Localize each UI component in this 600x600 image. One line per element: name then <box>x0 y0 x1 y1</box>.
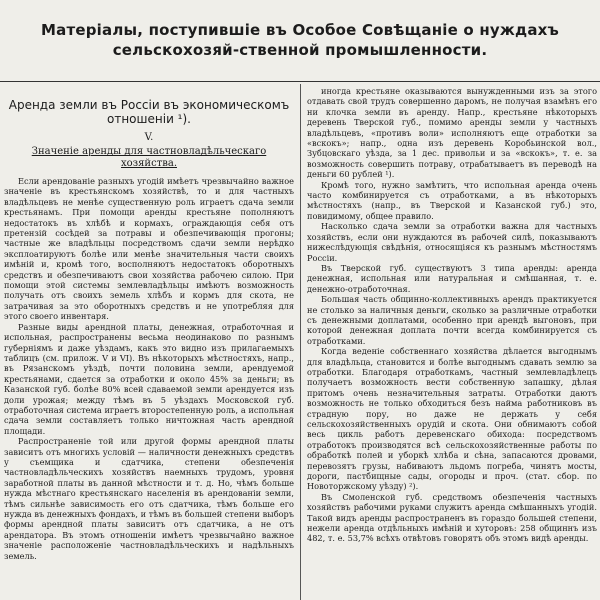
left-paragraph: Распространеніе той или другой формы арендной платы зависитъ отъ многихъ условій — наличности денежныхъ средствъ у съемщика и сдатчика, степени обезпеченія частновладѣльческихъ хозяйствъ наемныхъ трудомъ, уровня заработной платы въ данной мѣстности и т. д. Но, чѣмъ больше нужда мѣстнаго крестьянскаго населенія въ арендованіи земли, тѣмъ сильнѣе зависимость его отъ сдатчика, тѣмъ больше его нужда въ денежныхъ фондахъ, и тѣмъ въ большей степени выборъ формы арендной платы зависитъ отъ сдатчика, а не отъ арендатора. Въ этомъ отношеніи имѣетъ чрезвычайно важное значеніе расположеніе частновладѣльческихъ и надѣльныхъ земель. <box>4 436 294 561</box>
article-title: Аренда земли въ Россіи въ экономическомъ отношеніи ¹). <box>8 98 290 126</box>
right-paragraph: Когда веденіе собственнаго хозяйства дѣлается выгоднымъ для владѣльца, становится и болѣе выгоднымъ сдавать землю за отработки. Благодаря отработкамъ, частный землевладѣлецъ получаетъ возможность вести собственную запашку, дѣлая притомъ очень незначительныя затраты. Отработки даютъ возможность не только обходиться безъ найма работниковъ въ страдную пору, но даже не держать у себя сельскохозяйственныхъ орудій и скота. Они обнимаютъ собой весь цикль работъ деревенскаго обихода: посредствомъ отработокъ производятся всѣ сельскохозяйственные работы по обработкѣ полей и уборкѣ хлѣба и сѣна, запасаются дровами, перевозятъ грузы, набиваютъ льдомъ погреба, чинятъ мосты, дороги, пастбищные сады, огороды и проч. (стат. сбор. по Новоторжскому уѣзду) ²). <box>307 346 597 492</box>
right-paragraph: Въ Смоленской губ. средствомъ обезпеченія частныхъ хозяйствъ рабочими руками служитъ аренда смѣшанныхъ угодій. Такой видъ аренды распространенъ въ гораздо большей степени, нежели аренда отдѣльныхъ имѣній и хуторовъ: 258 общиннъ изъ 482, т. е. 53,7% всѣхъ отвѣтовъ говорятъ объ этомъ видѣ аренды. <box>307 491 597 544</box>
chapter-number: V. <box>144 132 154 143</box>
right-paragraph: Насколько сдача земли за отработки важна для частныхъ хозяйствъ, если они нуждаются въ рабочей силѣ, показываютъ нижеслѣдующія свѣдѣнія, относящіяся къ разнымъ мѣстностямъ Россіи. <box>307 221 597 263</box>
section-title: Значеніе аренды для частновладѣльческаго хозяйства. <box>31 146 267 169</box>
right-paragraph: Кромѣ того, нужно замѣтить, что испольная аренда очень часто комбинируется съ отработками, а въ нѣкоторыхъ мѣстностяхъ (напр., въ Тверской и Казанской губ.) это, повидимому, общее правило. <box>307 179 597 221</box>
left-column <box>4 90 294 600</box>
title-rule <box>0 81 600 82</box>
left-paragraph: Если арендованіе разныхъ угодій имѣетъ чрезвычайно важное значеніе въ крестьянскомъ хозяйствѣ, то и для частныхъ владѣльцевъ не менѣе существенную роль играетъ сдача земли крестьянамъ. При помощи аренды крестьяне пополняютъ недостатокъ въ хлѣбѣ и кормахъ, ограждающія себя отъ претензій сосѣдей за потравы и обезпечивающія прогоны; частные же владѣльцы посредствомъ сдачи земли нерѣдко эксплоатируютъ болѣе или менѣе значительныя части своихъ имѣній и, кромѣ того, восполняютъ недостатокъ оборотныхъ средствъ и обезпечиваютъ свои хозяйства рабочею силою. При помощи этой системы землевладѣльцы имѣютъ возможность получать отъ своихъ земель хлѣбъ и кормъ для скота, не затрачивая за это оборотныхъ средствъ и не употребляя для этого своего инвентаря. <box>4 176 294 322</box>
column-divider <box>300 84 301 600</box>
page-title: Матеріалы, поступившіе въ Особое Совѣщаніе о нуждахъ сельскохозяй-ственной промышленности. <box>41 21 559 59</box>
right-paragraph: Въ Тверской губ. существуютъ 3 типа аренды: аренда денежная, испольная или натуральная и смѣшанная, т. е. денежно-отработочная. <box>307 262 597 294</box>
right-column <box>307 86 597 600</box>
left-paragraph: Разные виды арендной платы, денежная, отработочная и испольная, распространены весьма неодинаково по разнымъ губерніямъ и даже уѣздамъ, какъ это видно изъ прилагаемыхъ таблицъ (см. прилож. V и VI). Въ нѣкоторыхъ мѣстностяхъ, напр., въ Рязанскомъ уѣздѣ, почти половина земли, арендуемой крестьянами, сдается за отработки и около 45% за деньги; въ Казанской губ. болѣе 80% всей сдаваемой земли арендуется изъ доли урожая; между тѣмъ въ 5 уѣздахъ Московской губ. отработочная система играетъ второстепенную роль, а испольная сдача земли составляетъ только ничтожная часть арендной площади. <box>4 321 294 436</box>
right-paragraph: Большая часть общинно-коллективныхъ арендъ практикуется не столько за наличныя деньги, сколько за различные отработки съ денежными доплатами, особенно при арендѣ выгоновъ, при которой денежная доплата почти всегда комбинируется съ отработками. <box>307 294 597 346</box>
right-paragraph: иногда крестьяне оказываются вынужденными изъ за этого отдавать свой трудъ совершенно даромъ, не получая взамѣнъ его ни клочка земли въ аренду. Напр., крестьяне нѣкоторыхъ деревень Тверской губ., помимо аренды земли у частныхъ владѣльцевъ, «противъ воли» исполняютъ еще отработки за «вскокъ»; напр., одна изъ деревень Коробьинской вол., Зубцовскаго уѣзда, за 1 дес. привольи и за «вскокъ», т. е. за возможность совершить потраву, отрабатываетъ въ переводѣ на деньги 60 рублей ¹). <box>307 86 597 180</box>
